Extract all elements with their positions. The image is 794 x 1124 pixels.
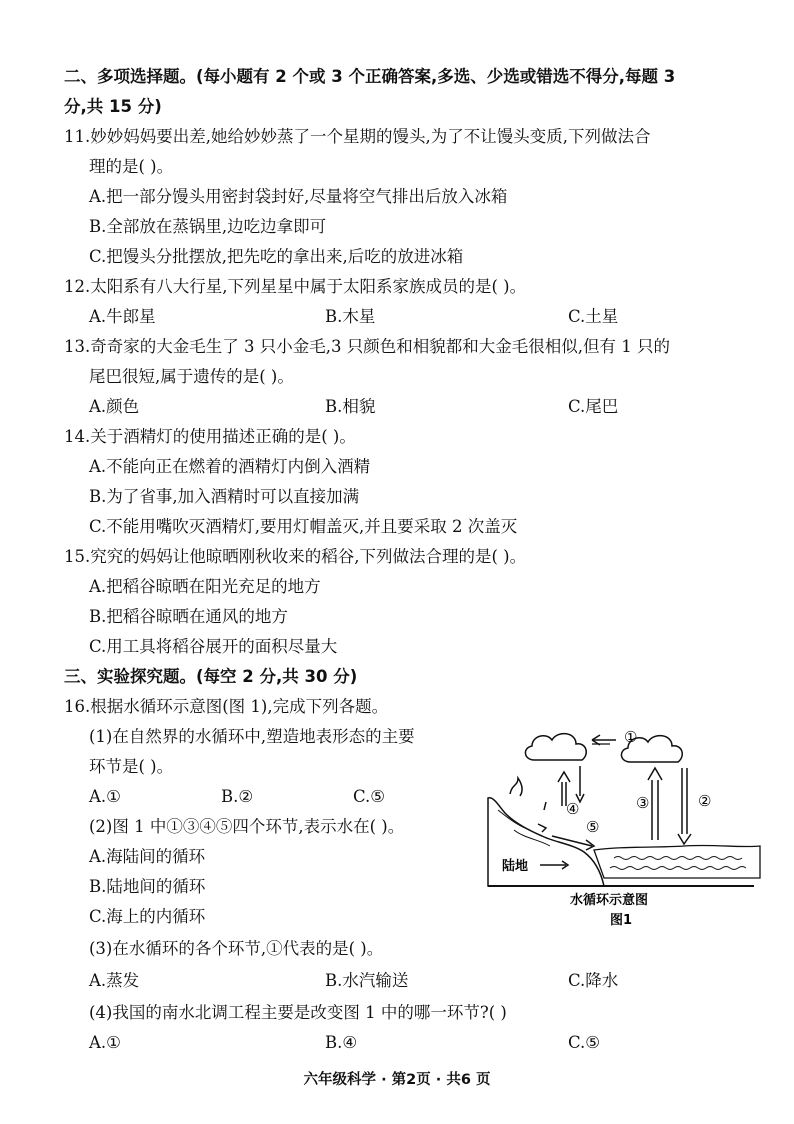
q11-option-a: A.把一部分馒头用密封袋封好,尽量将空气排出后放入冰箱 [89,187,508,206]
q11-option-c: C.把馒头分批摆放,把先吃的拿出来,后吃的放进冰箱 [89,247,464,266]
q16-part4-stem: (4)我国的南水北调工程主要是改变图 1 中的哪一环节?( ) [89,1003,507,1022]
water-cycle-diagram [484,718,764,938]
q14-option-c: C.不能用嘴吹灭酒精灯,要用灯帽盖灭,并且要采取 2 次盖灭 [89,517,518,536]
q15-option-a: A.把稻谷晾晒在阳光充足的地方 [89,577,321,596]
q12-option-c: C.土星 [568,307,619,326]
section-3-heading: 三、实验探究题。(每空 2 分,共 30 分) [64,667,358,686]
label-5: ⑤ [586,818,600,836]
section-2-heading-line2: 分,共 15 分) [64,97,162,116]
q13-option-b: B.相貌 [325,397,376,416]
q14-option-b: B.为了省事,加入酒精时可以直接加满 [89,487,360,506]
q12-stem: 12.太阳系有八大行星,下列星星中属于太阳系家族成员的是( )。 [64,277,527,296]
q14-option-a: A.不能向正在燃着的酒精灯内倒入酒精 [89,457,371,476]
q15-option-c: C.用工具将稻谷展开的面积尽量大 [89,637,338,656]
q16-part4-option-a: A.① [89,1033,121,1052]
q16-part3-option-c: C.降水 [568,971,619,990]
label-2: ② [698,792,712,810]
q16-part4-option-c: C.⑤ [568,1033,601,1052]
q16-part3-option-a: A.蒸发 [89,971,140,990]
q16-part3-option-b: B.水汽输送 [325,971,409,990]
q13-option-c: C.尾巴 [568,397,619,416]
q16-part3-stem: (3)在水循环的各个环节,①代表的是( )。 [89,939,384,958]
q16-part2-option-a: A.海陆间的循环 [89,847,206,866]
q16-part2-stem: (2)图 1 中①③④⑤四个环节,表示水在( )。 [89,817,405,836]
cloud-left-icon [525,734,586,760]
q14-stem: 14.关于酒精灯的使用描述正确的是( )。 [64,427,356,446]
diagram-caption: 水循环示意图 [570,893,649,908]
q11-stem-line2: 理的是( )。 [89,157,174,176]
q12-option-a: A.牛郎星 [89,307,156,326]
q16-part1-option-b: B.② [221,787,254,806]
q16-part1-option-c: C.⑤ [353,787,386,806]
q16-part1-option-a: A.① [89,787,121,806]
q13-option-a: A.颜色 [89,397,140,416]
q16-part1-line1: (1)在自然界的水循环中,塑造地表形态的主要 [89,727,415,746]
land-label: 陆地 [502,859,529,874]
q13-stem-line2: 尾巴很短,属于遗传的是( )。 [89,367,294,386]
q13-stem-line1: 13.奇奇家的大金毛生了 3 只小金毛,3 只颜色和相貌都和大金毛很相似,但有 1 只的 [64,337,670,356]
label-3: ③ [636,794,650,812]
q16-stem: 16.根据水循环示意图(图 1),完成下列各题。 [64,697,389,716]
label-4: ④ [566,800,580,818]
sea-shape [594,845,760,878]
section-2-heading-line1: 二、多项选择题。(每小题有 2 个或 3 个正确答案,多选、少选或错选不得分,每题 3 [64,67,676,86]
q15-option-b: B.把稻谷晾晒在通风的地方 [89,607,288,626]
q16-part2-option-c: C.海上的内循环 [89,907,206,926]
q11-option-b: B.全部放在蒸锅里,边吃边拿即可 [89,217,327,236]
q15-stem: 15.究究的妈妈让他晾晒刚秋收来的稻谷,下列做法合理的是( )。 [64,547,527,566]
q16-part4-option-b: B.④ [325,1033,358,1052]
q11-stem-line1: 11.妙妙妈妈要出差,她给妙妙蒸了一个星期的馒头,为了不让馒头变质,下列做法合 [64,127,651,146]
page-footer: 六年级科学 · 第2页 · 共6 页 [303,1072,491,1088]
label-1: ① [624,728,638,746]
q12-option-b: B.木星 [325,307,376,326]
q16-part2-option-b: B.陆地间的循环 [89,877,206,896]
q16-part1-line2: 环节是( )。 [89,757,174,776]
diagram-figure-number: 图1 [610,913,633,928]
